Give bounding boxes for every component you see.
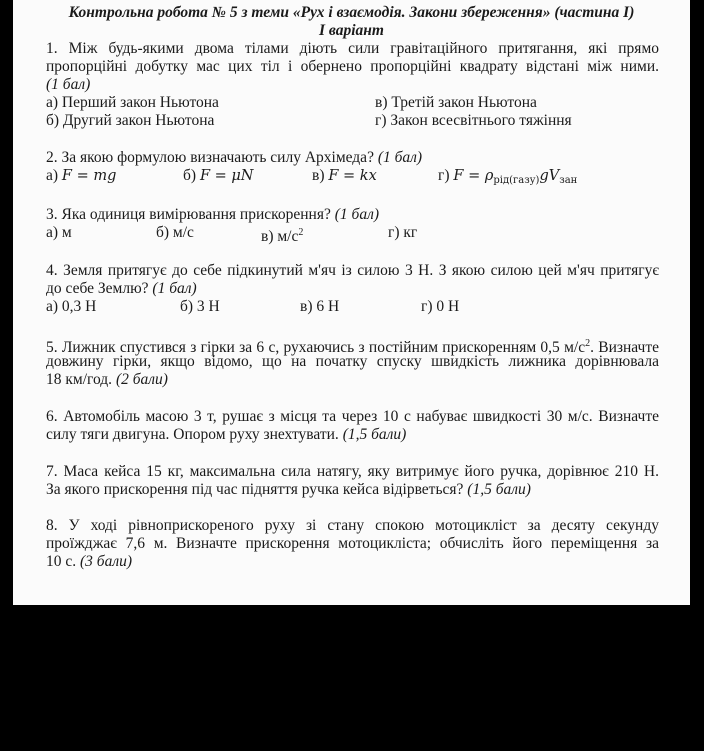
q1-option-b: б) Другий закон Ньютона: [46, 112, 215, 129]
q3-option-d: г) кг: [388, 224, 418, 241]
q2-option-d: [438, 167, 577, 190]
q8-line-3: [46, 553, 659, 571]
q1-line-1: 1. Між будь-якими двома тілами діють сили гравітаційного притягання, які прямо: [46, 40, 659, 57]
q1-line-2: пропорційні добутку мас цих тіл і обернено пропорційні квадрату відстані між ними.: [46, 58, 659, 75]
q2-option-a: [46, 167, 116, 185]
worksheet-page: [13, 0, 690, 605]
q1-points: (1 бал): [46, 76, 91, 93]
q3-option-c-text: в) м/с: [261, 228, 299, 245]
q2-option-a-formula: F = mg: [61, 168, 117, 184]
variant-label: I варіант: [319, 22, 384, 39]
q1-option-d: г) Закон всесвітнього тяжіння: [375, 112, 572, 129]
q7-line-2-text: За якого прискорення під час підняття ручка кейса відірветься?: [46, 481, 464, 498]
q2-option-c-label: в): [312, 167, 325, 184]
q3-points: (1 бал): [334, 206, 379, 223]
q2-option-d-sub1: рід(газу): [493, 175, 540, 186]
q5-points: (2 бали): [115, 371, 168, 388]
q8-line-1: 8. У ході рівноприскореного руху зі стану спокою мотоцикліст за десяту секунду: [46, 517, 659, 534]
q3-option-c-sup: 2: [298, 227, 304, 238]
q8-line-2: проїжджає 7,6 м. Визначте прискорення мотоцикліста; обчисліть його переміщення за: [46, 535, 659, 552]
q4-line-2-text: до себе Землю?: [46, 280, 149, 297]
q5-line-1a: 5. Лижник спустився з гірки за 6 с, рухаючись з постійним прискоренням 0,5 м/с: [46, 339, 586, 356]
q7-line-1: 7. Маса кейса 15 кг, максимальна сила натягу, яку витримує його ручка, дорівнює 210 Н.: [46, 463, 659, 480]
q7-line-2: [46, 481, 659, 499]
q4-option-c: в) 6 Н: [300, 298, 340, 315]
q5-line-3-text: 18 км/год.: [46, 371, 113, 388]
q2-option-d-f: F = ρ: [453, 168, 494, 184]
q2-option-d-formula: [453, 168, 577, 184]
q4-option-a: а) 0,3 Н: [46, 298, 97, 315]
q4-line-1: 4. Земля притягує до себе підкинутий м'яч із силою 3 Н. З якою силою цей м'яч притягує: [46, 262, 659, 279]
q4-option-b: б) 3 Н: [180, 298, 220, 315]
q6-line-2: [46, 426, 659, 444]
q5-line-2: довжину гірки, якщо відомо, що на початку спуску швидкість лижника дорівнювала: [46, 353, 659, 370]
q8-points: (3 бали): [80, 553, 133, 570]
q8-line-3-text: 10 с.: [46, 553, 77, 570]
q2-question: [46, 149, 659, 167]
q5-line-1-sup: 2: [585, 338, 591, 349]
q3-question: [46, 206, 659, 224]
q5-line-1b: . Визначте: [590, 339, 659, 356]
q6-line-2-text: силу тяги двигуна. Опором руху знехтувати.: [46, 426, 339, 443]
q3-text: 3. Яка одиниця вимірювання прискорення?: [46, 206, 331, 223]
q4-line-2: [46, 280, 659, 298]
q2-option-d-gv: gV: [539, 168, 560, 184]
q7-points: (1,5 бали): [467, 481, 531, 498]
q2-option-b-formula: F = μN: [199, 168, 254, 184]
q1-option-a: а) Перший закон Ньютона: [46, 94, 219, 111]
q2-option-a-label: а): [46, 167, 59, 184]
q3-option-a: а) м: [46, 224, 72, 241]
q6-points: (1,5 бали): [342, 426, 407, 443]
test-title: Контрольна робота № 5 з теми «Рух і взаємодія. Закони збереження» (частина I): [68, 4, 635, 21]
q2-text: 2. За якою формулою визначають силу Архімеда?: [46, 149, 374, 166]
q4-points: (1 бал): [152, 280, 197, 297]
q2-option-c-formula: F = kx: [328, 168, 377, 184]
q3-option-c: [261, 224, 303, 246]
q2-points: (1 бал): [377, 149, 423, 166]
q3-option-b: б) м/с: [156, 224, 194, 241]
q2-option-d-sub2: зан: [559, 175, 578, 186]
q6-line-1: 6. Автомобіль масою 3 т, рушає з місця та через 10 с набуває швидкості 30 м/с. Визначте: [46, 408, 659, 425]
q2-option-b: [183, 167, 253, 185]
q1-option-c: в) Третій закон Ньютона: [375, 94, 537, 111]
q2-option-c: [312, 167, 377, 185]
q2-option-d-label: г): [438, 167, 450, 184]
q5-line-3: [46, 371, 659, 389]
q2-option-b-label: б): [183, 167, 197, 184]
q4-option-d: г) 0 Н: [421, 298, 460, 315]
